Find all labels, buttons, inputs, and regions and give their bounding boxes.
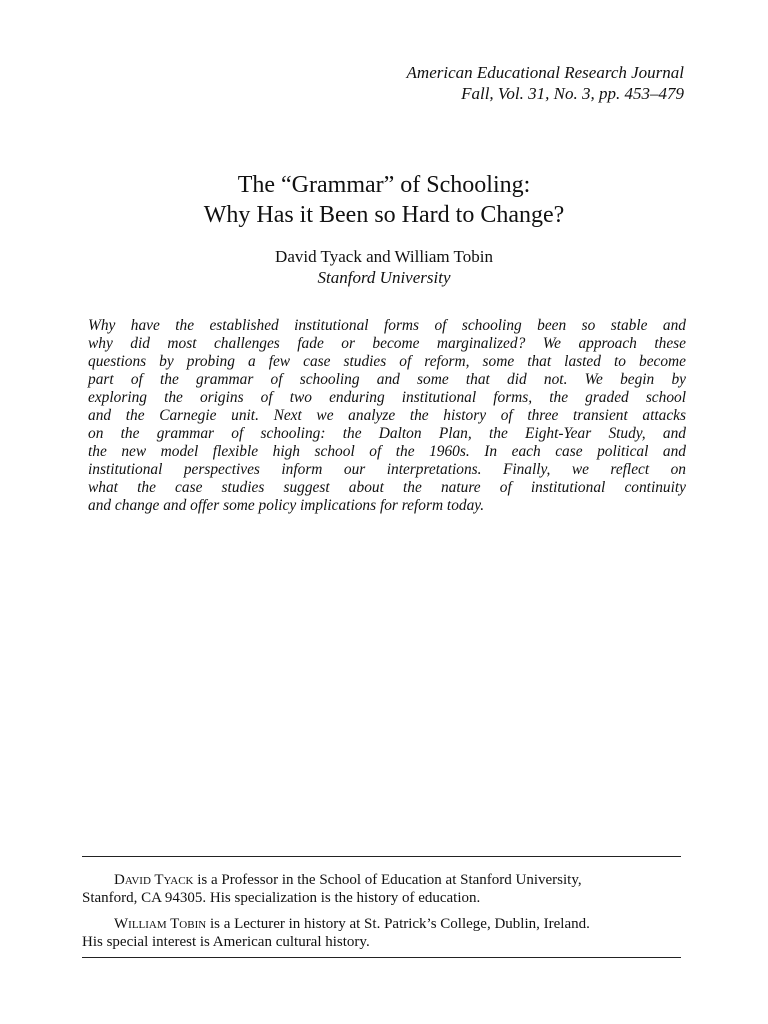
footnote-divider-bottom: [82, 957, 681, 958]
author-names: David Tyack and William Tobin: [275, 247, 493, 266]
abstract: [88, 317, 686, 515]
author-footnotes: [82, 871, 681, 959]
footnote-text: is a Professor in the School of Education at Stanford University,: [193, 872, 582, 888]
title-line-1: The “Grammar” of Schooling:: [237, 172, 531, 198]
abstract-line: the new model flexible high school of the 1960s. In each case political and: [88, 443, 686, 460]
abstract-line: and the Carnegie unit. Next we analyze the history of three transient attacks: [88, 407, 686, 424]
abstract-line: Why have the established institutional forms of schooling been so stable and: [88, 317, 686, 334]
abstract-line: why did most challenges fade or become marginalized? We approach these: [88, 335, 686, 352]
footnote-tyack: [82, 871, 681, 907]
author-affiliation: Stanford University: [317, 268, 451, 287]
footnote-divider-top: [82, 856, 681, 857]
article-title: [0, 170, 768, 230]
abstract-line: what the case studies suggest about the nature of institutional continuity: [88, 479, 686, 496]
abstract-line: institutional perspectives inform our interpretations. Finally, we reflect on: [88, 461, 686, 478]
journal-issue: Fall, Vol. 31, No. 3, pp. 453–479: [461, 84, 684, 103]
journal-citation: [407, 62, 684, 104]
footnote-text: Stanford, CA 94305. His specialization is the history of education.: [82, 890, 481, 906]
footnote-tobin: [82, 915, 681, 951]
abstract-line: part of the grammar of schooling and some that did not. We begin by: [88, 371, 686, 388]
journal-name: American Educational Research Journal: [406, 63, 684, 82]
abstract-line: exploring the origins of two enduring institutional forms, the graded school: [88, 389, 686, 406]
footnote-author-name: David Tyack: [114, 872, 194, 888]
footnote-author-name: William Tobin: [114, 916, 207, 932]
title-line-2: Why Has it Been so Hard to Change?: [203, 202, 565, 228]
abstract-line: on the grammar of schooling: the Dalton Plan, the Eight-Year Study, and: [88, 425, 686, 442]
author-block: [0, 246, 768, 288]
footnote-text: is a Lecturer in history at St. Patrick’s College, Dublin, Ireland.: [206, 916, 590, 932]
abstract-line: questions by probing a few case studies of reform, some that lasted to become: [88, 353, 686, 370]
footnote-text: His special interest is American cultural history.: [82, 934, 370, 950]
abstract-line: and change and offer some policy implications for reform today.: [88, 497, 485, 514]
